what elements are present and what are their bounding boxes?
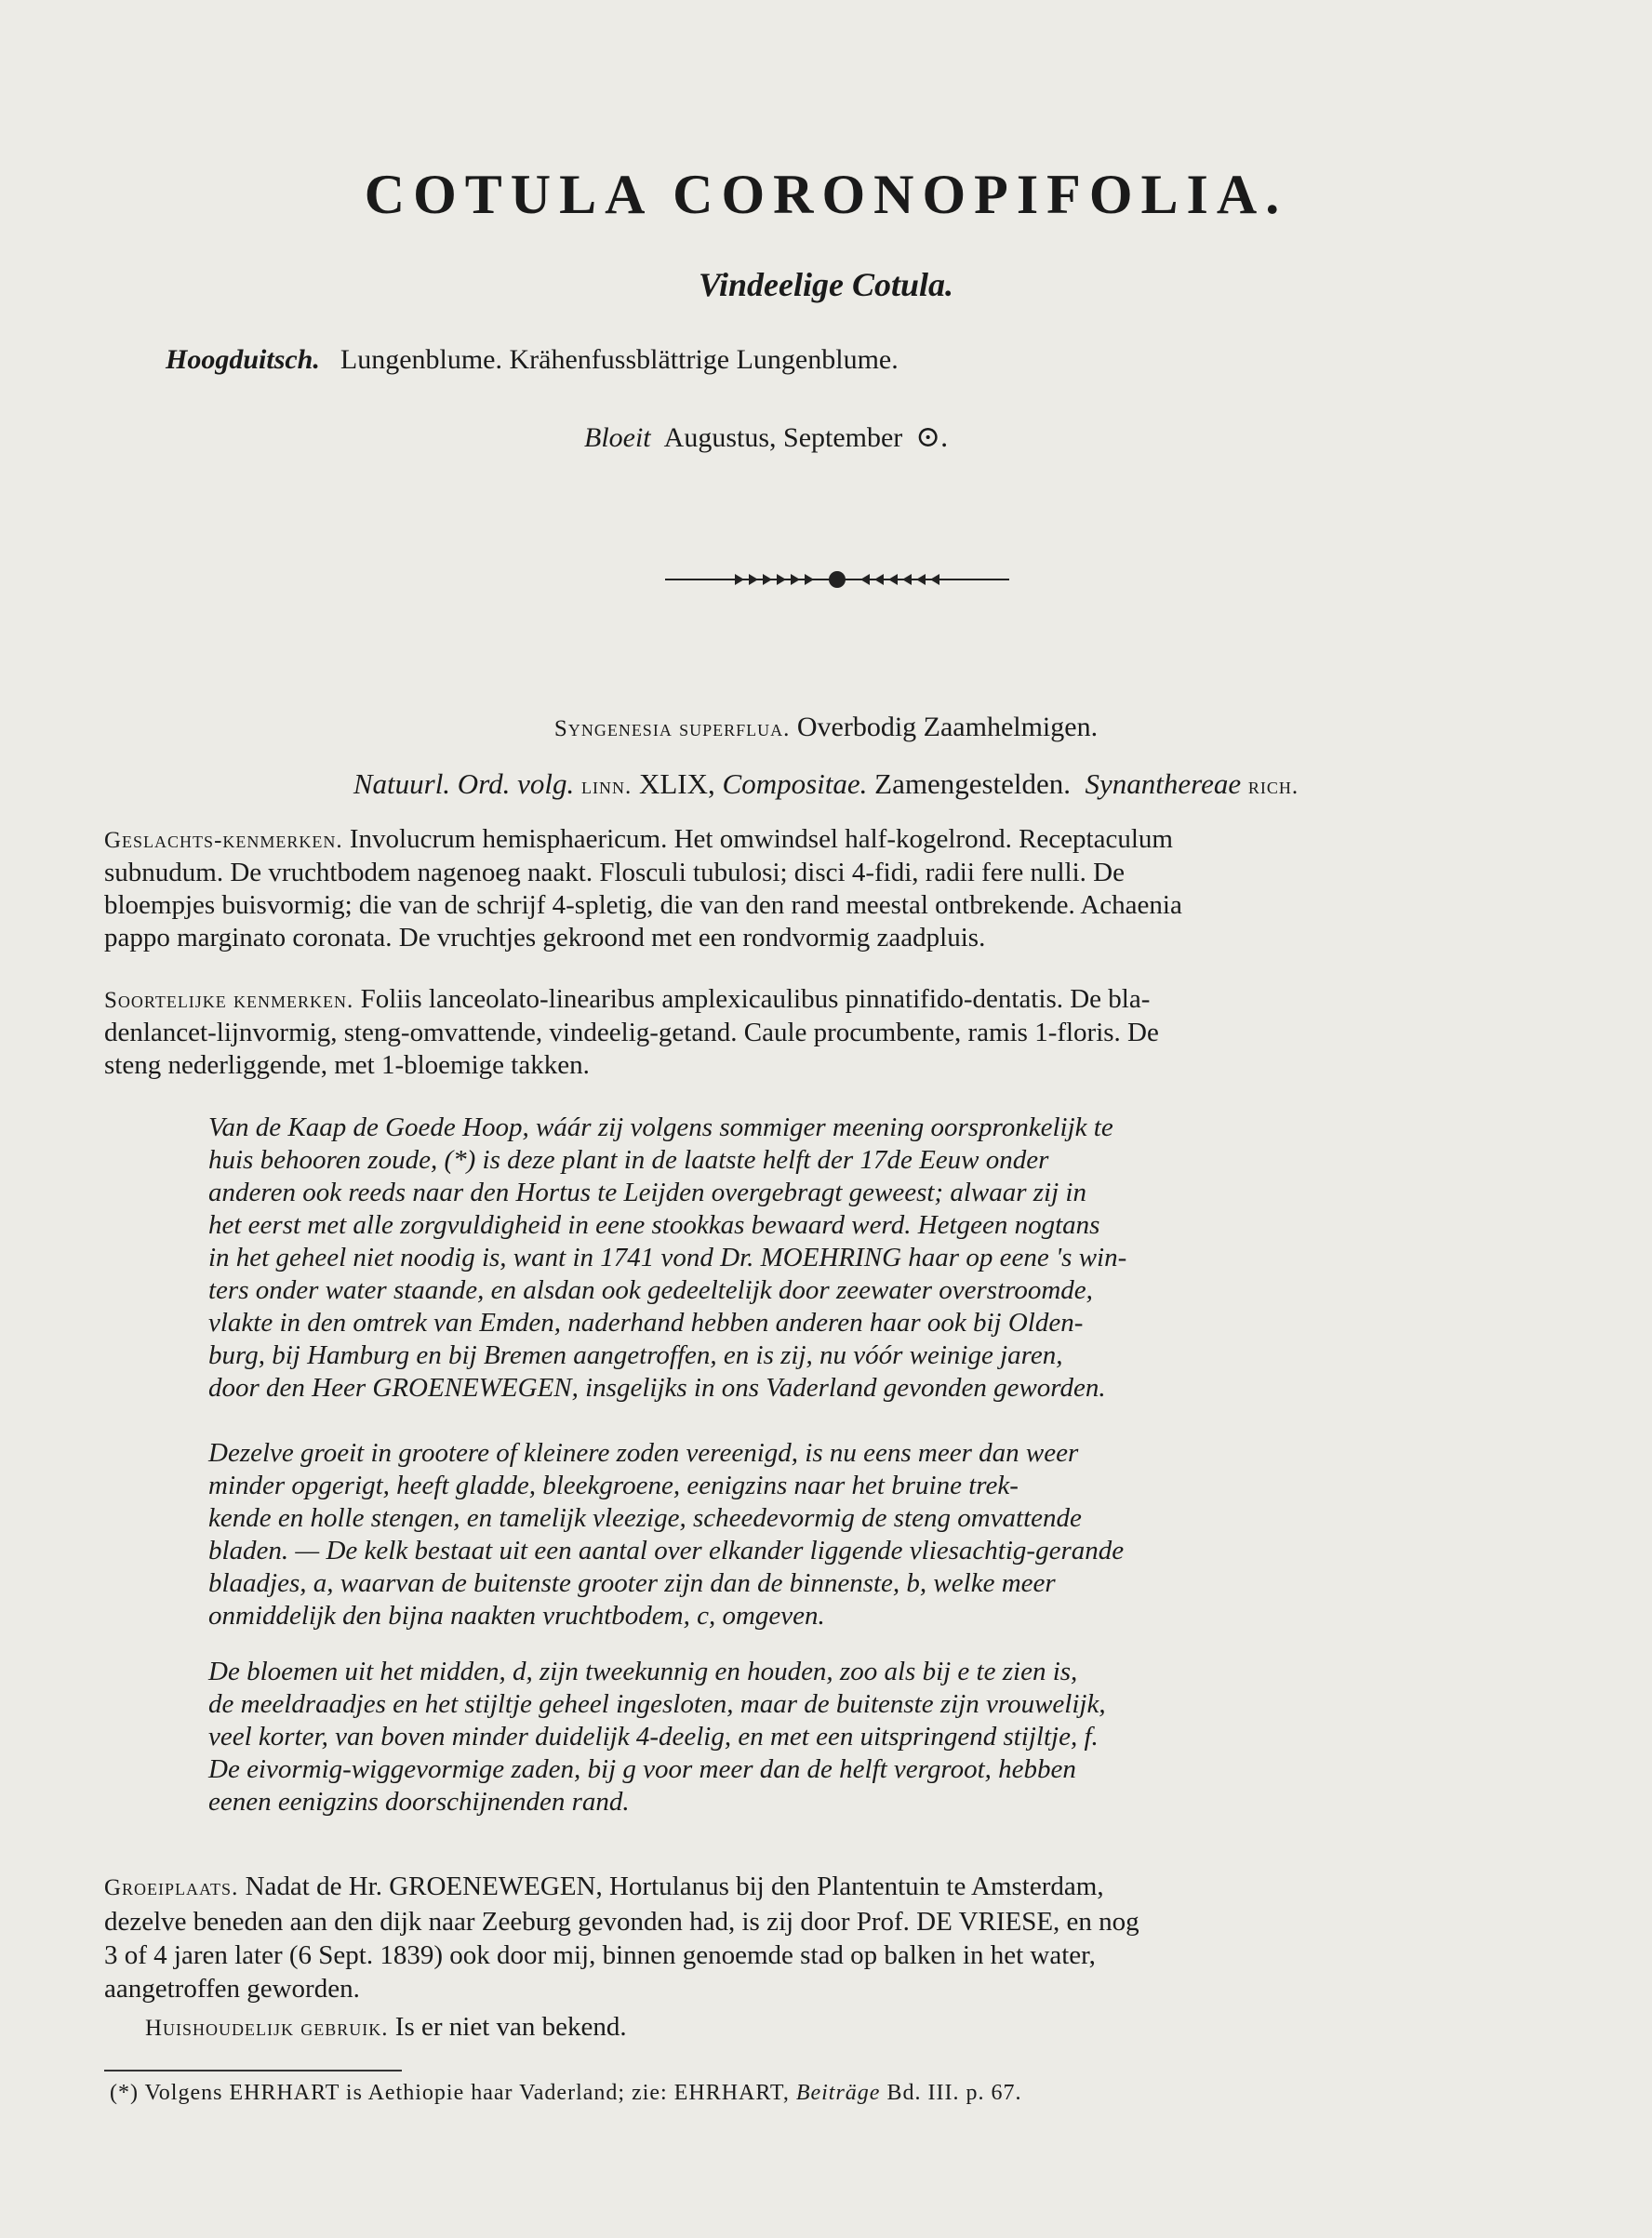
text-line: veel korter, van boven minder duidelijk 4-deelig, en met een uitspringend stijltje, f. [208, 1722, 1099, 1752]
text-line: Nadat de Hr. GROENEWEGEN, Hortulanus bij den Plantentuin te Amsterdam, [245, 1872, 1104, 1901]
german-label: Hoogduitsch. [166, 344, 320, 375]
classification-text: Overbodig Zaamhelmigen. [796, 712, 1099, 742]
footnote-mark: (*) [110, 2081, 139, 2105]
footnote [110, 2081, 1021, 2106]
footnote-work: Beiträge [795, 2081, 881, 2105]
generic-lead: Geslachts-kenmerken. [104, 828, 343, 853]
flowers-paragraph [208, 1656, 1559, 1818]
footnote-divider [104, 2070, 402, 2071]
annual-symbol-icon: ⊙. [915, 420, 949, 453]
text-line: aangetroffen geworden. [104, 1974, 360, 2004]
text-line: steng nederliggende, met 1-bloemige takken. [104, 1050, 590, 1080]
german-text: Lungenblume. Krähenfussblättrige Lungenblume. [340, 344, 899, 375]
german-names [166, 344, 899, 376]
text-line: Foliis lanceolato-linearibus amplexicaulibus pinnatifido-dentatis. De bla- [360, 984, 1151, 1014]
text-line: eenen eenigzins doorschijnenden rand. [208, 1787, 630, 1817]
usage-text: Is er niet van bekend. [394, 2012, 627, 2042]
text-line: Dezelve groeit in grootere of kleinere zoden vereenigd, is nu eens meer dan weer [208, 1438, 1079, 1468]
habitat-section [104, 1870, 1555, 2005]
text-line: vlakte in den omtrek van Emden, naderhand hebben anderen haar ook bij Olden- [208, 1308, 1084, 1338]
order-number: XLIX, [638, 767, 715, 800]
footnote-text: Volgens EHRHART is Aethiopie haar Vaderland; zie: EHRHART, [144, 2081, 790, 2105]
generic-characters [104, 823, 1555, 954]
text-line: anderen ook reeds naar den Hortus te Leijden overgebragt geweest; alwaar zij in [208, 1178, 1086, 1207]
page-subtitle: Vindeelige Cotula. [698, 266, 954, 303]
text-line: pappo marginato coronata. De vruchtjes gekroond met een rondvormig zaadpluis. [104, 923, 986, 952]
text-line: subnudum. De vruchtbodem nagenoeg naakt. Flosculi tubulosi; disci 4-fidi, radii fere nulli. De [104, 858, 1125, 887]
order-family: Compositae. [722, 767, 868, 800]
text-line: de meeldraadjes en het stijltje geheel ingesloten, maar de buitenste zijn vrouwelijk, [208, 1689, 1106, 1719]
bloom-months: Augustus, September [663, 422, 903, 453]
order-lead: Natuurl. Ord. volg. [353, 767, 575, 800]
text-line: minder opgerigt, heeft gladde, bleekgroene, eenigzins naar het bruine trek- [208, 1471, 1019, 1500]
text-line: Involucrum hemisphaericum. Het omwindsel half-kogelrond. Receptaculum [349, 824, 1173, 854]
text-line: De bloemen uit het midden, d, zijn tweekunnig en houden, zoo als bij e te zien is, [208, 1657, 1078, 1686]
usage-section [145, 2011, 627, 2045]
text-line: kende en holle stengen, en tamelijk vleezige, scheedevormig de steng omvattende [208, 1503, 1082, 1533]
specific-lead: Soortelijke kenmerken. [104, 988, 354, 1013]
natural-order [0, 767, 1652, 801]
order-synonym: Synanthereae [1085, 767, 1242, 800]
usage-lead: Huishoudelijk gebruik. [145, 2016, 389, 2041]
habitat-lead: Groeiplaats. [104, 1875, 239, 1900]
bloom-label: Bloeit [584, 422, 651, 453]
text-line: Van de Kaap de Goede Hoop, wáár zij volgens sommiger meening oorspronkelijk te [208, 1112, 1113, 1142]
origin-paragraph [208, 1112, 1559, 1405]
classification-lead: Syngenesia superflua. [553, 716, 791, 741]
text-line: dezelve beneden aan den dijk naar Zeeburg gevonden had, is zij door Prof. DE VRIESE, en nog [104, 1907, 1139, 1937]
text-line: ters onder water staande, en alsdan ook gedeeltelijk door zeewater overstroomde, [208, 1275, 1093, 1305]
text-line: door den Heer GROENEWEGEN, insgelijks in ons Vaderland gevonden geworden. [208, 1373, 1106, 1403]
text-line: 3 of 4 jaren later (6 Sept. 1839) ook door mij, binnen genoemde stad op balken in het water, [104, 1940, 1096, 1970]
page-title: COTULA CORONOPIFOLIA. [364, 164, 1288, 225]
description-paragraph [208, 1437, 1559, 1632]
order-dutch: Zamengestelden. [874, 767, 1072, 800]
bloom-period [584, 419, 948, 454]
order-rich: rich. [1247, 774, 1299, 799]
text-line: De eivormig-wiggevormige zaden, bij g voor meer dan de helft vergroot, hebben [208, 1754, 1076, 1784]
text-line: burg, bij Hamburg en bij Bremen aangetroffen, en is zij, nu vóór weinige jaren, [208, 1340, 1063, 1370]
ornament-divider-icon [665, 566, 1009, 593]
text-line: bloempjes buisvormig; die van de schrijf 4-spletig, die van den rand meestal ontbrekende. Achaenia [104, 890, 1182, 920]
text-line: denlancet-lijnvormig, steng-omvattende, vindeelig-getand. Caule procumbente, ramis 1-floris. De [104, 1018, 1159, 1047]
text-line: huis behooren zoude, (*) is deze plant in de laatste helft der 17de Eeuw onder [208, 1145, 1049, 1175]
text-line: onmiddelijk den bijna naakten vruchtbodem, c, omgeven. [208, 1601, 825, 1631]
text-line: het eerst met alle zorgvuldigheid in eene stookkas bewaard werd. Hetgeen nogtans [208, 1210, 1100, 1240]
text-line: blaadjes, a, waarvan de buitenste grooter zijn dan de binnenste, b, welke meer [208, 1568, 1056, 1598]
classification [0, 712, 1652, 743]
text-line: bladen. — De kelk bestaat uit een aantal over elkander liggende vliesachtig-gerande [208, 1536, 1125, 1565]
order-linn: linn. [580, 774, 633, 799]
footnote-ref: Bd. III. p. 67. [886, 2081, 1022, 2105]
specific-characters [104, 983, 1555, 1082]
text-line: in het geheel niet noodig is, want in 1741 vond Dr. MOEHRING haar op eene 's win- [208, 1243, 1127, 1272]
